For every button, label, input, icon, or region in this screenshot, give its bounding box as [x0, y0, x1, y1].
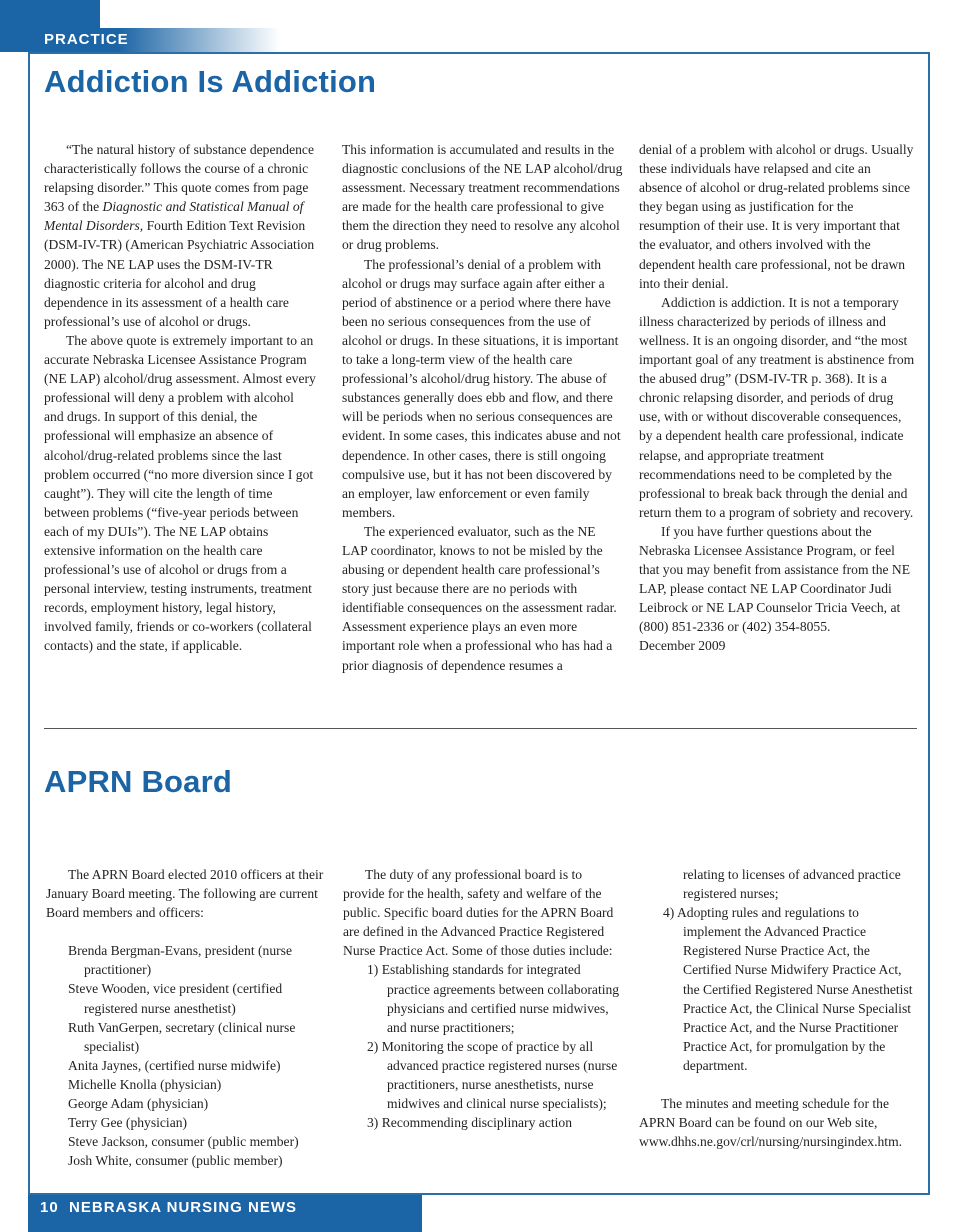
article1-col2-paragraph-2: The professional’s denial of a problem with alcohol or drugs may surface again after either a period of abstinence or a period where there have been no serious consequences from the use of alcohol or drugs. In these situations, it is important to take a long-term view of the health care professional’s alcohol/drug history. The abuse of substances generally does ebb and flow, and there will be periods when no serious consequences are evident. In some cases, this indicates abuse and not dependence. In other cases, there is still ongoing compulsive use, but it has not been discovered by an employer, law enforcement or even family members.: [342, 256, 621, 520]
duty-3-continued: relating to licenses of advanced practice registered nurses;: [683, 867, 901, 902]
board-member: Brenda Bergman-Evans, president (nurse practitioner): [68, 943, 292, 978]
board-member: George Adam (physician): [68, 1096, 209, 1112]
board-member: Josh White, consumer (public member): [68, 1153, 283, 1169]
article2-column-1: [46, 865, 328, 1170]
board-member: Anita Jaynes, (certified nurse midwife): [68, 1057, 281, 1073]
footer-label: [40, 1199, 297, 1216]
article1-col3-paragraph-3: If you have further questions about the Nebraska Licensee Assistance Program, or feel that you may benefit from assistance from the NE LAP, please contact NE LAP Coordinator Judi Leibrock or NE LAP Counselor Tricia Veech, at (800) 851-2336 or (402) 354-8055.: [639, 523, 911, 635]
section-label: PRACTICE: [44, 31, 129, 48]
article1-col3-paragraph-2: Addiction is addiction. It is not a temporary illness characterized by periods of illness and wellness. It is an ongoing disorder, and “the most important goal of any treatment is abstinence from the abused drug” (DSM-IV-TR p. 368). It is a chronic relapsing disorder, and periods of drug use, with or without discoverable consequences, by a dependent health care professional, indicate relapse, and appropriate treatment recommendations need to be completed by the professional to break back through the denial and return them to a program of sobriety and recovery.: [639, 294, 915, 520]
article-title-addiction: Addiction Is Addiction: [44, 64, 377, 99]
board-member: Ruth VanGerpen, secretary (clinical nurse specialist): [68, 1019, 296, 1054]
duty-4: 4) Adopting rules and regulations to implement the Advanced Practice Registered Nurse Practice Act, the Certified Nurse Midwifery Practice Act, the Certified Registered Nurse Anesthetist Practice Act, the Clinical Nurse Specialist Practice Act, and the Nurse Practitioner Practice Act, for promulgation by the department.: [663, 905, 913, 1073]
article1-col1-paragraph-2: The above quote is extremely important to an accurate Nebraska Licensee Assistance Program (NE LAP) alcohol/drug assessment. Almost every professional will deny a problem with alcohol and drugs. In support of this denial, the professional will emphasize an absence of alcohol/drug-related problems since the last problem occurred (“no more diversion since I got caught”). They will cite the length of time between problems (“five-year periods between each of my DUIs”). The NE LAP obtains extensive information on the health care professional’s use of alcohol or drugs from a personal interview, testing instruments, treatment records, employment history, legal history, involved family, friends or co-workers (collateral contacts) and the state, if applicable.: [44, 332, 316, 654]
publication-name: NEBRASKA NURSING NEWS: [69, 1199, 297, 1216]
book-title: Diagnostic and Statistical Manual of Mental Disorders,: [44, 199, 304, 234]
text-run: Fourth Edition Text Revision (DSM-IV-TR) (American Psychiatric Association 2000). The NE LAP uses the DSM-IV-TR diagnostic criteria for alcohol and drug dependence in its assessment of a health care professional’s use of alcohol or drugs.: [44, 218, 315, 329]
article2-col1-intro: The APRN Board elected 2010 officers at their January Board meeting. The following are current Board members and officers:: [46, 867, 324, 921]
board-duty: 2) Monitoring the scope of practice by all advanced practice registered nurses (nurse practitioners, nurse anesthetists, nurse midwives and clinical nurse specialists);: [367, 1038, 618, 1112]
article1-col2-paragraph-1: This information is accumulated and results in the diagnostic conclusions of the NE LAP alcohol/drug assessment. Necessary treatment recommendations are made for the health care professional to give them the direction they need to resolve any alcohol or drug problems.: [342, 142, 623, 253]
board-duty: 3) Recommending disciplinary action: [367, 1115, 572, 1131]
article1-column-2: [342, 140, 624, 675]
board-member: Michelle Knolla (physician): [68, 1076, 222, 1092]
article1-column-3: [639, 140, 915, 656]
board-member: Steve Jackson, consumer (public member): [68, 1134, 299, 1150]
text-run: “The natural history of substance dependence characteristically follows the course of a chronic relapsing disorder.” This quote comes from page 363 of the: [44, 142, 314, 215]
board-duties-list: [343, 960, 623, 1132]
article-title-aprn-board: APRN Board: [44, 764, 233, 799]
article2-col2-intro: The duty of any professional board is to provide for the health, safety and welfare of the public. Specific board duties for the APRN Board are defined in the Advanced Practice Registered Nurse Practice Act. Some of those duties include:: [343, 867, 614, 959]
article1-col2-paragraph-3: The experienced evaluator, such as the NE LAP coordinator, knows to not be misled by the abusing or dependent health care professional’s story just because there are no periods with identifiable consequences on the assessment radar. Assessment experience plays an even more important role when a professional who has had a prior diagnosis of dependence resumes a: [342, 523, 617, 673]
article-date: December 2009: [639, 638, 726, 654]
article1-column-1: [44, 140, 316, 656]
board-members-list: [46, 941, 328, 1170]
article1-col3-paragraph-1: denial of a problem with alcohol or drugs. Usually these individuals have relapsed and cite an absence of alcohol or drug-related problems since they began using as justification for the resumption of their use. It is very important that the evaluator, and others involved with the dependent health care professional, not be drawn into their denial.: [639, 142, 914, 291]
article2-closing: The minutes and meeting schedule for the APRN Board can be found on our Web site, www.dhhs.ne.gov/crl/nursing/nursingindex.htm.: [639, 1096, 903, 1150]
board-member: Terry Gee (physician): [68, 1115, 188, 1131]
article2-column-3: [639, 865, 917, 1151]
article1-col1-paragraph-1: [44, 140, 316, 331]
board-duty: 1) Establishing standards for integrated practice agreements between collaborating physicians and certified nurse midwives, and nurse practitioners;: [367, 962, 620, 1035]
page-number: 10: [40, 1199, 59, 1216]
section-divider: [44, 728, 917, 729]
article2-column-2: [343, 865, 623, 1132]
board-member: Steve Wooden, vice president (certified registered nurse anesthetist): [68, 981, 283, 1016]
